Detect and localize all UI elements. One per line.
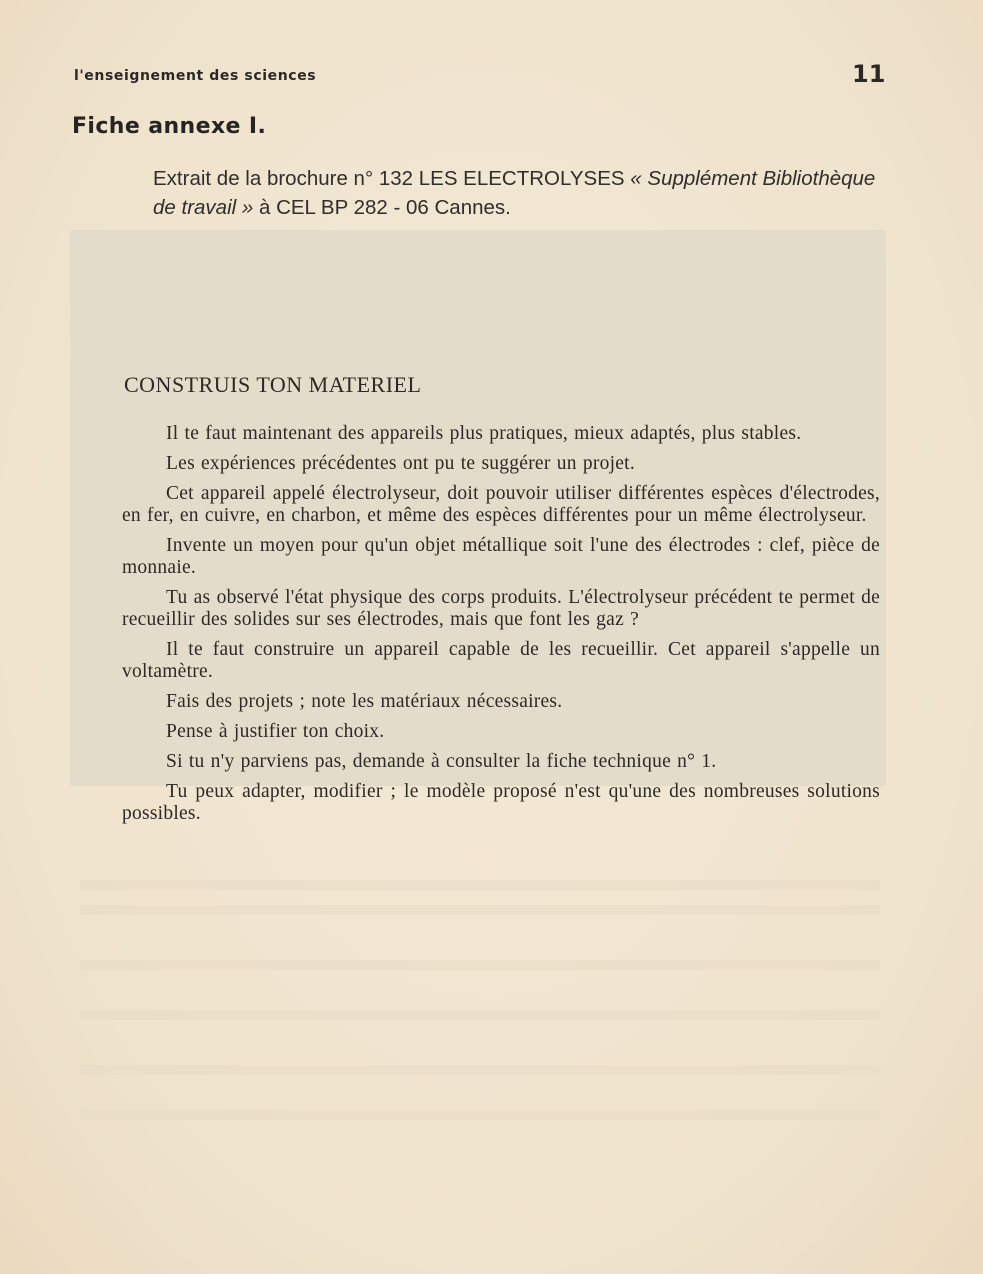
show-through-line — [80, 1010, 880, 1020]
extrait-note — [153, 164, 888, 222]
show-through-line — [80, 905, 880, 915]
show-through-line — [80, 1110, 880, 1120]
page-number: 11 — [852, 60, 886, 88]
show-through-line — [80, 960, 880, 970]
paragraph: Si tu n'y parviens pas, demande à consulter la fiche technique n° 1. — [166, 751, 717, 772]
paragraph: Les expériences précédentes ont pu te suggérer un projet. — [166, 453, 635, 474]
paragraph: Fais des projets ; note les matériaux nécessaires. — [166, 691, 563, 712]
show-through-line — [80, 880, 880, 890]
fiche-title: Fiche annexe I. — [72, 114, 267, 139]
paragraph: Pense à justifier ton choix. — [166, 721, 385, 742]
show-through-line — [80, 1065, 880, 1075]
paragraph: Cet appareil appelé électrolyseur, doit pouvoir utiliser différentes espèces d'électrodes, en fer, en cuivre, en charbon, et même des espèces différentes pour un même électrolyseur. — [122, 483, 880, 526]
extrait-suffix: à CEL BP 282 - 06 Cannes. — [258, 196, 511, 219]
extrait-italic: « Supplément Bibliothèque de travail » — [153, 167, 876, 219]
section-title: CONSTRUIS TON MATERIEL — [124, 372, 422, 397]
extrait-prefix: Extrait de la brochure n° 132 LES ELECTROLYSES — [153, 167, 625, 190]
paragraph: Tu as observé l'état physique des corps produits. L'électrolyseur précédent te permet de recueillir des solides sur ses électrodes, mais que font les gaz ? — [122, 587, 880, 630]
section-body — [122, 423, 880, 833]
paragraph: Tu peux adapter, modifier ; le modèle proposé n'est qu'une des nombreuses solutions possibles. — [122, 781, 880, 824]
paragraph: Invente un moyen pour qu'un objet métallique soit l'une des électrodes : clef, pièce de monnaie. — [122, 535, 880, 578]
running-head: l'enseignement des sciences — [74, 68, 317, 84]
paragraph: Il te faut construire un appareil capable de les recueillir. Cet appareil s'appelle un voltamètre. — [122, 639, 880, 682]
paragraph: Il te faut maintenant des appareils plus pratiques, mieux adaptés, plus stables. — [166, 423, 802, 444]
